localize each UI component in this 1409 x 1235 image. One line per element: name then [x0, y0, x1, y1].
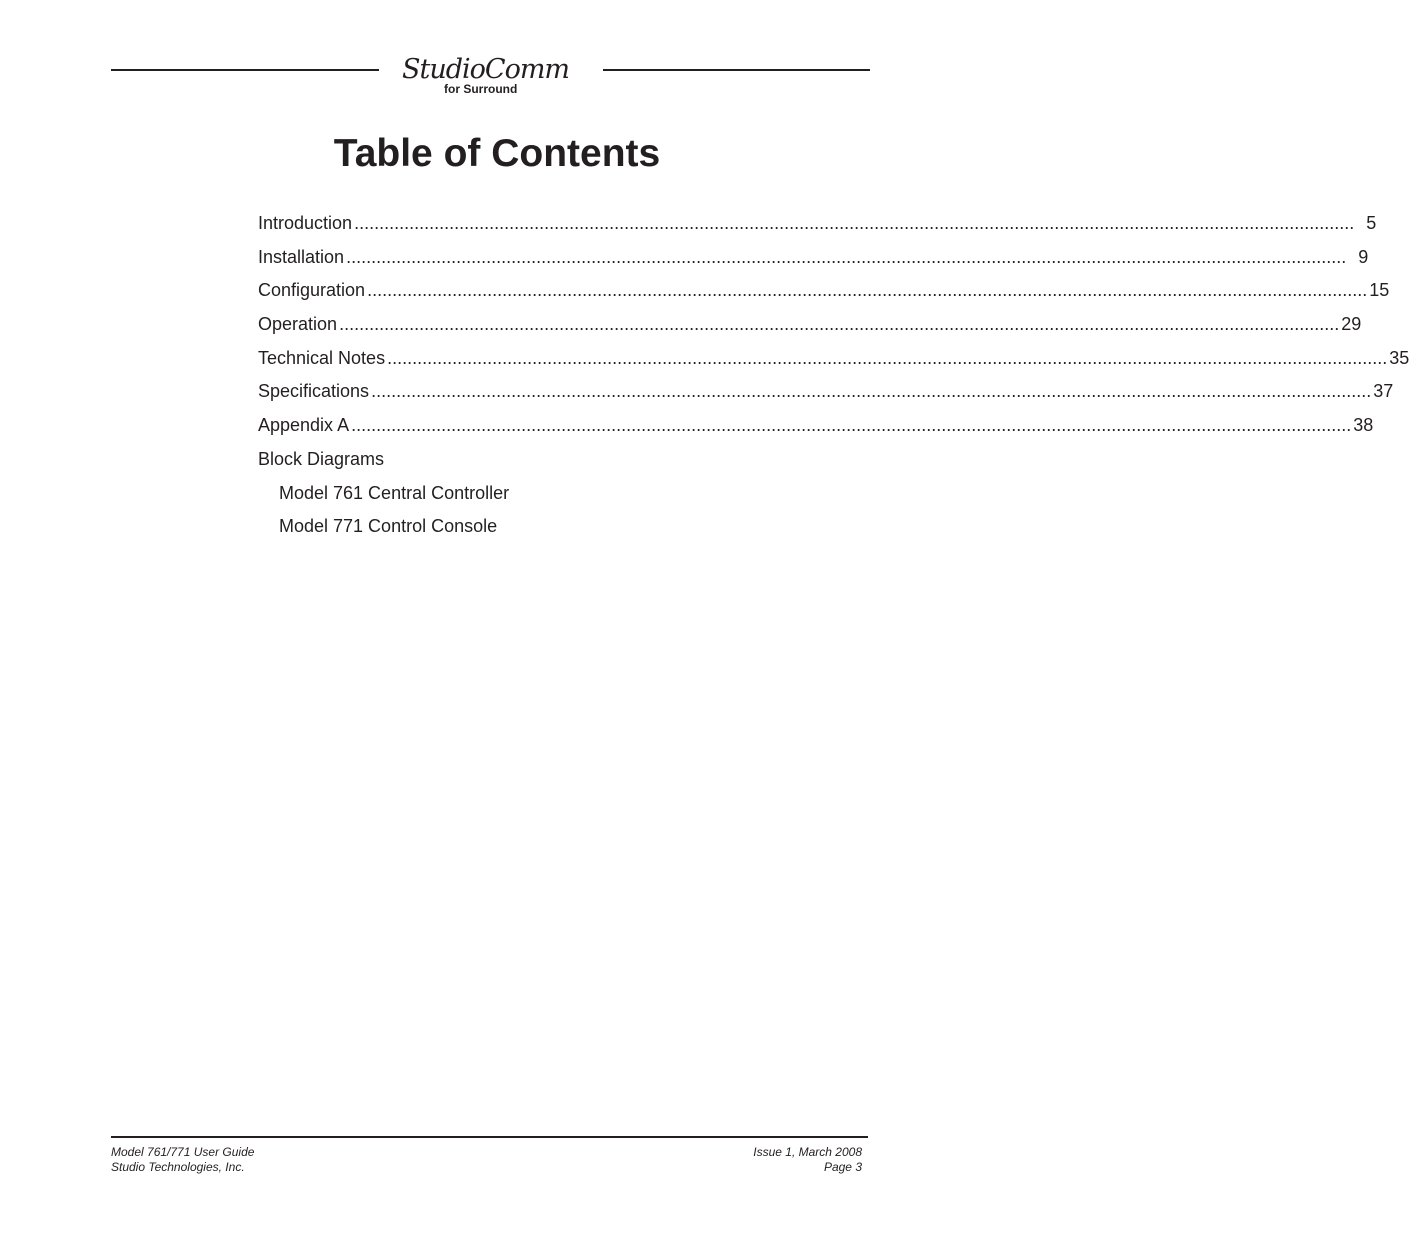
toc-entry[interactable] — [258, 314, 1362, 348]
toc-subentry-label: Model 771 Control Console — [279, 516, 498, 537]
toc-entry-page: 35 — [1389, 347, 1409, 368]
footer-page-number: Page 3 — [823, 1160, 862, 1174]
studiocomm-logo — [402, 52, 582, 98]
footer-left — [111, 1145, 254, 1175]
toc-entry[interactable] — [258, 449, 728, 483]
toc-entry-page: 5 — [1366, 213, 1377, 233]
toc-entry[interactable] — [258, 381, 1394, 415]
footer-rule — [111, 1136, 868, 1138]
logo-wordmark: StudioComm — [402, 54, 570, 85]
toc-entry-page: 15 — [1369, 280, 1390, 301]
toc-entry-label: Installation — [258, 246, 345, 267]
toc-subentry[interactable] — [258, 483, 728, 517]
toc-entry-label: Operation — [258, 314, 338, 335]
toc-entry-label: Specifications — [258, 381, 370, 402]
toc-leader-dots: ........................................................................................................................................................................................................ — [351, 415, 1352, 436]
toc-entry[interactable] — [258, 280, 1390, 314]
toc-leader-dots: ........................................................................................................................................................................................................ — [346, 246, 1347, 267]
toc-entry-label: Configuration — [258, 280, 366, 301]
toc-entry[interactable] — [258, 415, 1374, 449]
table-of-contents — [258, 213, 1409, 550]
toc-subentry[interactable] — [258, 516, 728, 550]
logo-subtitle: for Surround — [444, 82, 518, 96]
footer-right — [753, 1145, 862, 1175]
toc-entry[interactable] — [258, 347, 1409, 382]
toc-leader-dots: ........................................................................................................................................................................................................ — [387, 347, 1388, 368]
toc-entry-page: 29 — [1341, 314, 1362, 335]
toc-entry-label: Appendix A — [258, 415, 350, 436]
toc-entry-page: 37 — [1373, 381, 1394, 402]
toc-entry-page: 9 — [1358, 246, 1369, 267]
toc-entry[interactable] — [258, 213, 1377, 247]
toc-entry-label: Technical Notes — [258, 347, 386, 368]
toc-entry-page: 38 — [1353, 415, 1374, 436]
page-title: Table of Contents — [333, 132, 661, 175]
toc-leader-dots: ........................................................................................................................................................................................................ — [367, 280, 1368, 301]
footer-company: Studio Technologies, Inc. — [111, 1160, 245, 1174]
footer-issue: Issue 1, March 2008 — [753, 1145, 862, 1159]
footer-guide-title: Model 761/771 User Guide — [111, 1145, 255, 1159]
toc-subentry-label: Model 761 Central Controller — [279, 482, 510, 503]
toc-leader-dots: ........................................................................................................................................................................................................ — [354, 213, 1355, 233]
header-rule-left — [111, 69, 379, 71]
toc-leader-dots: ........................................................................................................................................................................................................ — [371, 381, 1372, 402]
header-rule-right — [603, 69, 870, 71]
toc-entry-label: Introduction — [258, 213, 353, 233]
toc-leader-dots: ........................................................................................................................................................................................................ — [339, 314, 1340, 335]
toc-entry-label: Block Diagrams — [258, 448, 385, 469]
toc-entry[interactable] — [258, 246, 1369, 281]
